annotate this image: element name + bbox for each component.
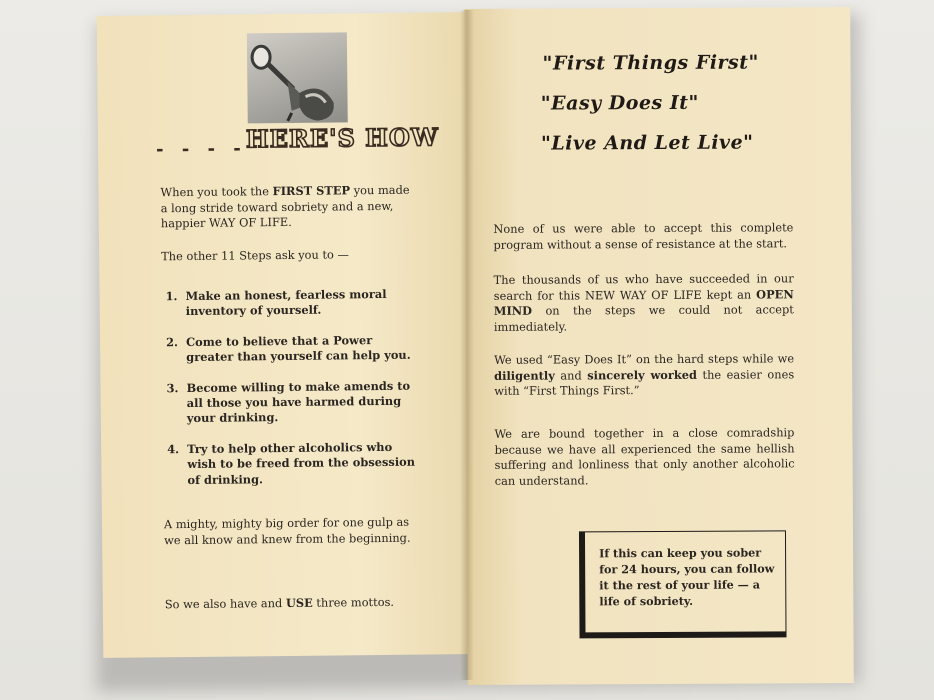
funnel-bottle-illustration (247, 32, 348, 123)
right-page (464, 7, 854, 685)
sobriety-callout-box (579, 530, 787, 638)
list-item: 1. Make an honest, fearless moral inventory of yourself. (165, 286, 387, 319)
comradship-paragraph: We are bound together in a close comradship because we have all experienced the same hellish suffering and lonliness that only another alcoholic can understand. (494, 425, 795, 488)
list-item: 4. Try to help other alcoholics who wish to be freed from the obsession of drinking. (167, 439, 416, 487)
motto-first-things-first: "First Things First" (542, 51, 759, 75)
list-item: 3. Become willing to make amends to all those you have harmed during your drinking. (166, 378, 411, 426)
resistance-paragraph: None of us were able to accept this complete program without a sense of resistance at the start. (493, 220, 794, 252)
mottos-intro: So we also have and USE three mottos. (164, 594, 395, 612)
other-steps-line: The other 11 Steps ask you to — (161, 247, 349, 264)
page-gutter (460, 10, 474, 680)
heading-row (155, 122, 456, 161)
steps-list (166, 287, 418, 504)
callout-text: If this can keep you sober for 24 hours, you can follow it the rest of your life — a life of sobriety. (599, 545, 775, 609)
motto-live-and-let-live: "Live And Let Live" (540, 131, 754, 155)
easy-does-it-paragraph: We used “Easy Does It” on the hard steps while we diligently and sincerely worked the easier ones with “First Things First.” (494, 351, 795, 398)
motto-easy-does-it: "Easy Does It" (540, 91, 699, 115)
funnel-icon (247, 32, 348, 123)
intro-paragraph: When you took the FIRST STEP you made a long stride toward sobriety and a new, happier WAY OF LIFE. (160, 182, 410, 231)
left-page (97, 12, 474, 658)
heading-dashes: - - - - (155, 138, 247, 161)
list-item: 2. Come to believe that a Power greater than yourself can help you. (165, 332, 411, 365)
page-title: HERE'S HOW (245, 122, 439, 154)
open-mind-paragraph: The thousands of us who have succeeded in our search for this NEW WAY OF LIFE kept an OPEN MIND on the steps we could not accept immediately. (493, 271, 794, 334)
big-order-paragraph: A mighty, mighty big order for one gulp as we all know and knew from the beginning. (163, 514, 411, 547)
